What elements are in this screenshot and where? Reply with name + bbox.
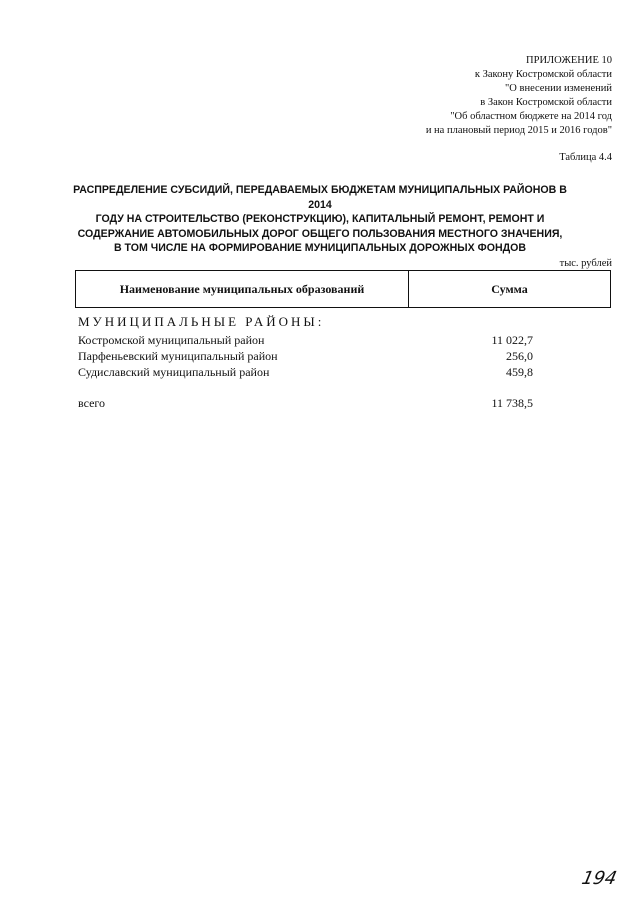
document-title (60, 183, 580, 256)
table-number: Таблица 4.4 (559, 152, 612, 163)
total-amount: 11 738,5 (491, 396, 533, 410)
annex-block (426, 54, 612, 138)
table-row (78, 364, 610, 380)
row-amount: 256,0 (506, 349, 533, 363)
header-amount: Сумма (491, 281, 528, 296)
title-line: СОДЕРЖАНИЕ АВТОМОБИЛЬНЫХ ДОРОГ ОБЩЕГО ПОЛЬЗОВАНИЯ МЕСТНОГО ЗНАЧЕНИЯ, (77, 227, 563, 240)
annex-line: "Об областном бюджете на 2014 год (450, 111, 612, 122)
annex-line: ПРИЛОЖЕНИЕ 10 (526, 55, 612, 66)
title-line: РАСПРЕДЕЛЕНИЕ СУБСИДИЙ, ПЕРЕДАВАЕМЫХ БЮДЖЕТАМ МУНИЦИПАЛЬНЫХ РАЙОНОВ В 2014 (73, 184, 567, 211)
total-row (78, 396, 610, 411)
row-name: Парфеньевский муниципальный район (78, 349, 278, 363)
annex-line: и на плановый период 2015 и 2016 годов" (425, 125, 612, 136)
annex-line: к Закону Костромской области (474, 69, 612, 80)
header-name: Наименование муниципальных образований (76, 271, 409, 307)
units-label: тыс. рублей (559, 258, 612, 269)
title-line: В ТОМ ЧИСЛЕ НА ФОРМИРОВАНИЕ МУНИЦИПАЛЬНЫХ ДОРОЖНЫХ ФОНДОВ (113, 242, 527, 254)
title-line: ГОДУ НА СТРОИТЕЛЬСТВО (РЕКОНСТРУКЦИЮ), КАПИТАЛЬНЫЙ РЕМОНТ, РЕМОНТ И (95, 213, 545, 225)
row-amount: 459,8 (506, 365, 533, 379)
table-row (78, 332, 610, 348)
table-header (75, 270, 611, 308)
page-number: 194 (579, 868, 619, 889)
row-name: Костромской муниципальный район (78, 333, 265, 347)
row-name: Судиславский муниципальный район (78, 365, 270, 379)
total-label: всего (78, 396, 106, 410)
table-body (78, 332, 610, 380)
table-row (78, 348, 610, 364)
row-amount: 11 022,7 (491, 333, 533, 347)
annex-line: в Закон Костромской области (480, 97, 612, 108)
section-label: МУНИЦИПАЛЬНЫЕ РАЙОНЫ: (78, 314, 325, 329)
annex-line: "О внесении изменений (505, 83, 612, 94)
